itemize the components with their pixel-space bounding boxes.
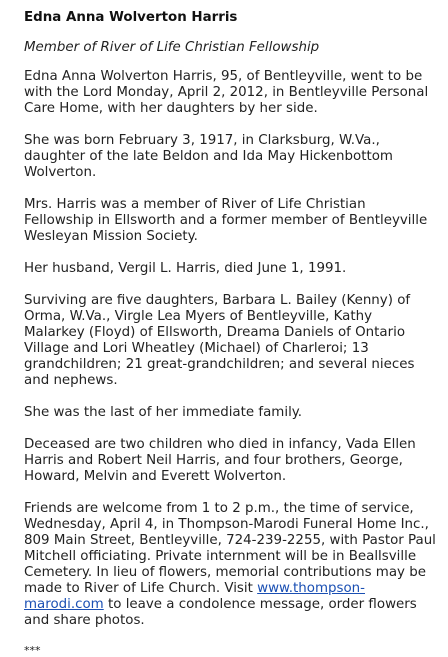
paragraph-birth: She was born February 3, 1917, in Clarksburg, W.Va., daughter of the late Beldon and Ida May Hickenbottom Wolverton. xyxy=(24,133,393,180)
paragraph-deceased: Deceased are two children who died in infancy, Vada Ellen Harris and Robert Neil Harris, and four brothers, George, Howard, Melvin and Everett Wolverton. xyxy=(24,437,416,484)
obituary-body xyxy=(24,69,436,657)
funeral-home-link[interactable]: www.thompson-marodi.com xyxy=(24,581,365,612)
service-text-end: to leave a condolence message, order flowers and share photos. xyxy=(24,597,417,628)
separator: *** xyxy=(24,644,41,657)
paragraph-last-of-family: She was the last of her immediate family. xyxy=(24,405,303,420)
paragraph-survivors: Surviving are five daughters, Barbara L. Bailey (Kenny) of Orma, W.Va., Virgle Lea Myers of Bentleyville, Kathy Malarkey (Floyd) of Ellsworth, Dreama Daniels of Ontario Village and Lori Wheatley (Michael) of Charleroi; 13 grandchildren; 21 great-grandchildren; and several nieces and nephews. xyxy=(24,293,415,388)
service-text: Friends are welcome from 1 to 2 p.m., the time of service, Wednesday, April 4, in Thompson-Marodi Funeral Home Inc., 809 Main Street, Bentleyville, 724-239-2255, with Pastor Paul Mitchell officiating. Private internment will be in Beallsville Cemetery. In lieu of flowers, memorial contributions may be made to River of Life Church. Visit xyxy=(24,501,436,596)
obituary-title: Edna Anna Wolverton Harris xyxy=(24,10,238,25)
paragraph-membership: Mrs. Harris was a member of River of Life Christian Fellowship in Ellsworth and a former member of Bentleyville Wesleyan Mission Society. xyxy=(24,197,428,244)
paragraph-service-details xyxy=(24,501,436,629)
obituary-subtitle: Member of River of Life Christian Fellowship xyxy=(24,40,320,55)
paragraph-death-notice: Edna Anna Wolverton Harris, 95, of Bentleyville, went to be with the Lord Monday, April 2, 2012, in Bentleyville Personal Care Home, with her daughters by her side. xyxy=(24,69,429,116)
paragraph-husband: Her husband, Vergil L. Harris, died June 1, 1991. xyxy=(24,261,347,276)
